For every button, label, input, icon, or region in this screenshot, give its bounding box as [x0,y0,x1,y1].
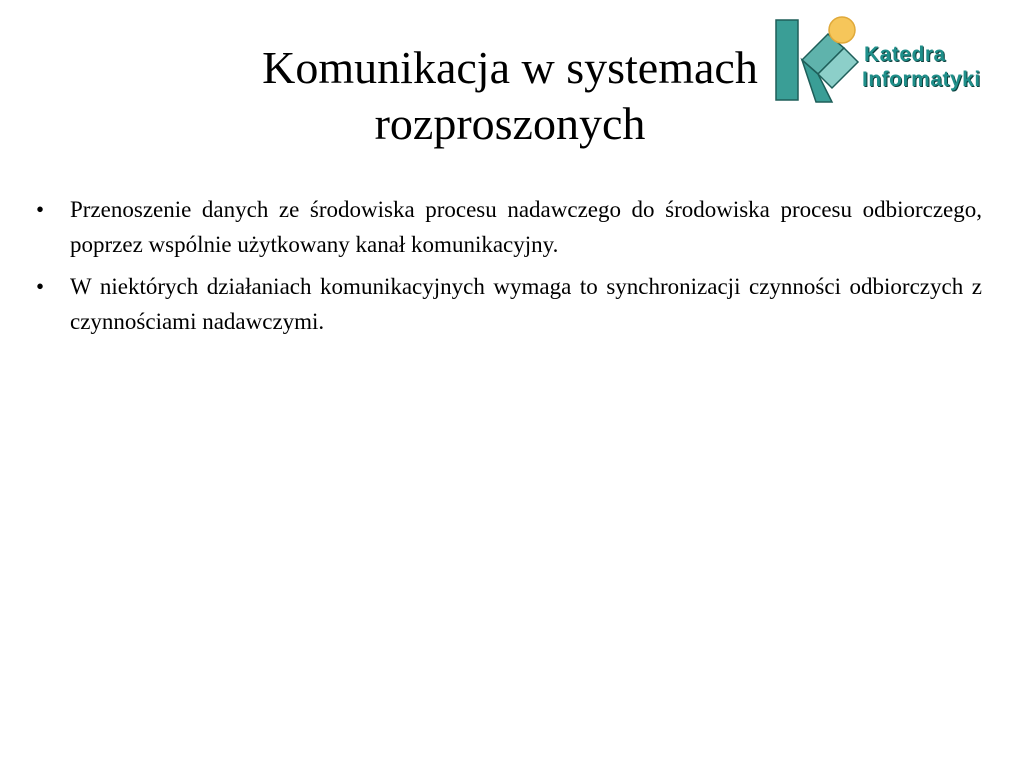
bullet-list [30,192,982,346]
slide-title-line2: rozproszonych [374,98,646,149]
bullet-icon: • [35,197,45,222]
list-item [30,192,982,262]
logo-k-icon [772,14,862,106]
logo-text [862,42,981,92]
katedra-informatyki-logo [772,14,1012,106]
bullet-text: Przenoszenie danych ze środowiska procesu nadawczego do środowiska procesu odbiorczego, poprzez wspólnie użytkowany kanał komunikacyjny. [70,197,982,257]
list-item [30,269,982,339]
logo-line2: Informatyki [862,68,981,91]
slide-title [150,40,870,152]
bullet-icon: • [35,274,45,299]
bullet-text: W niektórych działaniach komunikacyjnych wymaga to synchronizacji czynności odbiorczych z czynnościami nadawczymi. [70,274,982,334]
slide-title-line1: Komunikacja w systemach [262,42,758,93]
logo-line1: Katedra [864,43,946,66]
